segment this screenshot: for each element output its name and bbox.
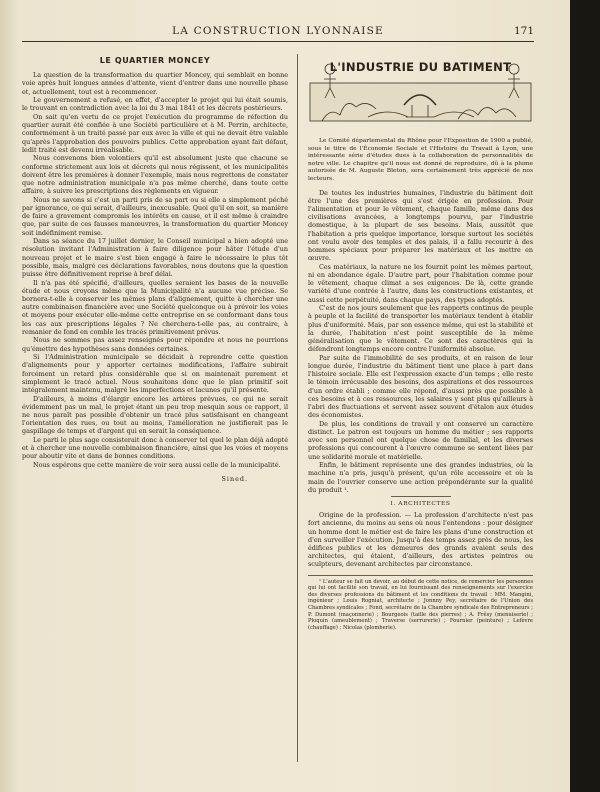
running-title: LA CONSTRUCTION LYONNAISE [172, 25, 384, 37]
column-divider [297, 54, 298, 762]
section-heading [308, 496, 533, 508]
page-header [22, 25, 534, 42]
paragraph: Nous espérons que cette manière de voir sera aussi celle de la municipalité. [33, 461, 281, 470]
paragraph: Nous ne sommes pas assez renseignés pour répondre et nous ne pourrions qu'émettre des hypothèses sans données certaines. [22, 336, 288, 353]
right-column [308, 57, 533, 632]
paragraph: Enfin, le bâtiment représente une des grandes industries, où la machine n'a pris, jusqu'à présent, qu'un rôle accessoire et où la main de l'ouvrier conserve une action prépondérante sur la qualité du produit ¹. [308, 461, 533, 494]
intro-paragraph: Le Comité départemental du Rhône pour l'Exposition de 1900 a publié, sous le titre de l'Économie Sociale et l'Histoire du Travail à Lyon, une intéressante série d'études dues à la collaboration de personnalités de notre ville. Le chapitre qu'il nous est donné de reproduire, dû à la plume autorisée de M. Auguste Bleton, sera certainement très apprécié de nos lecteurs. [308, 138, 533, 182]
paragraph: De toutes les industries humaines, l'industrie du bâtiment doit être l'une des premières qui s'est érigée en profession. Pour l'alimentation et pour le vêtement, chaque famille, même dans des civilisations avancées, a longtemps pourvu, par l'industrie domestique, à la plupart de ses besoins. Mais, aussitôt que l'habitation a pris quelque importance, lorsque surtout les sociétés ont voulu avoir des temples et des palais, il a fallu recourir à des hommes spéciaux pour préparer les matériaux et les mettre en œuvre. [308, 188, 533, 263]
paragraph: Ces matériaux, la nature ne les fournit point les mêmes partout, ni en abondance égale. D'autre part, pour l'habitation comme pour le vêtement, chaque climat a ses exigences. De là, cette grande variété d'une contrée à l'autre, dans les constructions existantes, et aussi cette perpétuité, dans chaque pays, des types adoptés. [308, 262, 533, 304]
paragraph: Par suite de l'immobilité de ses produits, et en raison de leur longue durée, l'industrie du bâtiment tient une place à part dans l'histoire sociale. Elle est l'expression exacte d'un temps ; elle reste le témoin irrécusable des besoins, des aspirations et des ressources d'un ordre établi ; comme elle répond, d'aussi près que possible à ces besoins et à ces ressources, les salaires y sont plus qu'ailleurs à l'abri des fluctuations et servent assez souvent d'étalon aux études des économistes. [308, 353, 533, 420]
paragraph: La question de la transformation du quartier Moncey, qui semblait en bonne voie après huit longues années d'attente, vient d'entrer dans une nouvelle phase et, actuellement, tout est à recommencer. [22, 71, 288, 96]
paragraph: C'est de nos jours seulement que les rapports continus de peuple à peuple et la facilité de transporter les matériaux tendent à établir plus d'uniformité. Mais, par son essence même, qui est la stabilité et la durée, l'habitation n'est point susceptible de la même généralisation que le vêtement. Ce sont des caractères qui la défendront longtemps encore contre l'uniformité absolue. [308, 304, 533, 354]
paragraph: Le gouvernement a refusé, en effet, d'accepter le projet qui lui était soumis, le trouvant en contradiction avec la loi du 3 mai 1841 et les décrets postérieurs. [22, 96, 288, 113]
paragraph: Nous convenons bien volontiers qu'il est absolument juste que chacune se conforme strictement aux lois et décrets qui nous régissent, et les municipalités doivent être les premières à donner l'exemple, mais nous regrettons de constater que notre administration municipale n'a pas même cherché, dans toute cette affaire, à suivre les prescriptions des règlements en vigueur. [22, 154, 288, 196]
paragraph: Le parti le plus sage consisterait donc à conserver tel quel le plan déjà adopté et à chercher une nouvelle combinaison financière, ainsi que les voies et moyens pour aboutir vite et dans de bonnes conditions. [22, 436, 288, 461]
article-title-industrie: L'INDUSTRIE DU BATIMENT [329, 60, 512, 74]
paragraph: Dans sa séance du 17 juillet dernier, le Conseil municipal a bien adopté une résolution invitant l'Administration à faire diligence pour hâter l'étude d'un nouveau projet et le maire s'est bien engagé à faire le nécessaire le plus tôt possible, mais, malgré ces déclarations favorables, nous doutons que la question puisse être définitivement reprise à bref délai. [22, 237, 288, 279]
paragraph: De plus, les conditions de travail y ont conservé un caractère distinct. Le patron est toujours un homme du métier ; ses rapports avec son personnel ont quelque chose de familial, et les diverses professions qui concourent à l'œuvre commune se sentent liées par une solidarité morale et matérielle. [308, 419, 533, 461]
paragraph: On sait qu'en vertu de ce projet l'exécution du programme de réfection du quartier aurait été confiée à une Société particulière et à M. Perrin, architecte, conformément à un traité passé par eux avec la ville et qui ne devait être valable qu'après l'approbation des pouvoirs publics. Cette approbation ayant fait défaut, ledit traité est devenu irréalisable. [22, 113, 288, 154]
article-intro [308, 138, 533, 184]
footnote-text: ¹ L'auteur se fait un devoir, au début de cette notice, de remercier les personnes qui lui ont facilité son travail, en lui fournissant des renseignements sur l'exercice des diverses professions du bâtiment et les conditions du travail : MM. Mangini, ingénieur ; Louis Rogniat, architecte ; Jonnny Pey, secrétaire de l'Union des Chambres syndicales ; Fond, secrétaire de la Chambre syndicale des Entrepreneurs ; P. Dumont (maçonnerie) ; Bourgeois (taille des pierres) ; A. Frêsy (menuiserie) ; Ploquin (ameublement) ; Traverse (serrurerie) ; Fournier (peinture) ; Lefèvre (chauffage) ; Nicolas (plomberie). [308, 578, 533, 631]
paragraph: Si l'Administration municipale se décidait à reprendre cette question d'alignements pour y apporter certaines modifications, l'affaire subirait forcément un retard plus considérable que si on maintenait purement et simplement le tracé actuel. Nous souhaitons donc que le plan primitif soit intégralement maintenu, malgré les imperfections et lacunes qu'il présente. [22, 353, 288, 395]
left-column [22, 57, 288, 483]
footnote [308, 575, 533, 632]
paragraph: Nous ne savons si c'est un parti pris de sa part ou si elle a simplement péché par ignorance, ce qui serait, d'ailleurs, inexcusable. Quoi qu'il en soit, sa manière de faire a gravement compromis les intérêts en cause, et il est même à craindre que, par suite de ces fausses manœuvres, la transformation du quartier Moncey soit indéfiniment remise. [22, 195, 288, 237]
page-number: 171 [513, 25, 534, 37]
paragraph: Origine de la profession. — La profession d'architecte n'est pas fort ancienne, du moins au sens où nous l'entendons : pour désigner un homme dont le métier est de faire les plans d'une construction et d'en surveiller l'exécution. Jusqu'à des temps assez près de nous, les édifices publics et les demeures des grands avaient seuls des architectes, qui étaient, d'ailleurs, des artistes peintres ou sculpteurs, devenant architectes par circonstance. [308, 511, 533, 569]
scan-edge [570, 0, 600, 792]
paragraph: Il n'a pas été spécifié, d'ailleurs, quelles seraient les bases de la nouvelle étude et nous croyons même que la Municipalité n'a aucune vue précise. Se bornera-t-elle à conserver les mêmes plans d'alignement, quitte à chercher une autre combinaison financière avec une Société quelconque ou à prévoir les voies et moyens pour exécuter elle-même cette entreprise en se conformant dans tous les cas aux prescriptions légales ? Ne cherchera-t-elle pas, au contraire, à remanier de fond en comble les tracés primitivement prévus. [22, 278, 288, 336]
section-rule [391, 496, 451, 497]
signature: Sined. [221, 475, 248, 484]
paragraph: D'ailleurs, à moins d'élargir encore les artères prévues, ce qui ne serait évidemment pas un mal, le projet étant un peu trop mesquin sous ce rapport, il ne nous paraît pas possible d'obtenir un tracé plus satisfaisant en changeant l'orientation des rues, ou tout au moins, l'amélioration ne justifierait pas le gaspillage de temps et d'argent qui en serait la conséquence. [22, 394, 288, 436]
section-heading-text: I. ARCHITECTES [390, 501, 451, 508]
article-banner [308, 57, 533, 133]
article-title-moncey: LE QUARTIER MONCEY [99, 56, 211, 65]
